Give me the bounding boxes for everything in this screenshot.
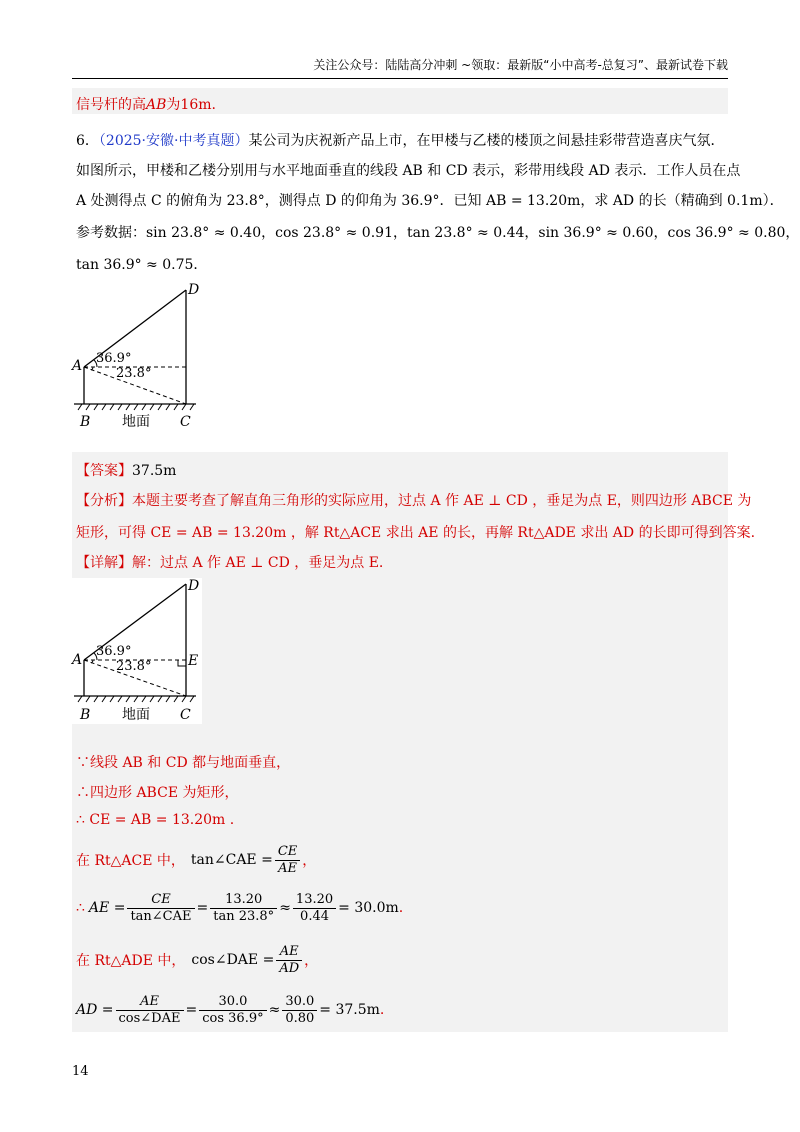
label-C: C [180, 414, 191, 430]
step-3: ∴ CE = AB = 13.20m . [76, 812, 235, 828]
fraction: $\frac{13.20}{0.44}$ [293, 892, 336, 925]
label-A: A [72, 358, 83, 374]
answer-label: 【答案】 [76, 463, 132, 479]
label-B: B [80, 414, 91, 430]
step-5: ∴ AE = $\frac{CE}{\text{tan∠CAE}}$ = $\frac{13.20}{\tan 23.8^\circ}$ ≈ $\frac{13.20}{0.44}$ = 30.0m . [76, 891, 404, 924]
analysis-line-1: 【分析】本题主要考查了解直角三角形的实际应用，过点 A 作 AE ⊥ CD ，垂足为点 E，则四边形 ABCE 为 [76, 493, 752, 509]
fraction: $\frac{CE}{\text{tan∠CAE}}$ [127, 892, 194, 925]
fraction: $\frac{13.20}{\tan 23.8^\circ}$ [210, 892, 277, 925]
solution-figure [70, 576, 210, 726]
page-header: 关注公众号：陆陆高分冲刺 ~领取：最新版“小中高考-总复习”、最新试卷下载 [313, 58, 728, 72]
step-7: AD = $\frac{AE}{\text{cos∠DAE}}$ = $\frac{30.0}{\cos 36.9^\circ}$ ≈ $\frac{30.0}{0.80}$ = 37.5m . [76, 993, 385, 1026]
problem-line-3: A 处测得点 C 的俯角为 23.8°，测得点 D 的仰角为 36.9°．已知 AB = 13.20m，求 AD 的长（精确到 0.1m）． [76, 193, 784, 209]
problem-figure [70, 280, 210, 432]
fraction: $\frac{AE}{\text{cos∠DAE}}$ [116, 994, 184, 1027]
step-1: ∵线段 AB 和 CD 都与地面垂直， [76, 755, 291, 771]
answer-value: 37.5m [132, 463, 177, 479]
label-ground: 地面 [122, 414, 150, 430]
label-E: E [188, 653, 199, 669]
page-number: 14 [72, 1064, 89, 1079]
fraction: $\frac{AE}{AD}$ [276, 944, 302, 977]
analysis-line-2: 矩形，可得 CE = AB = 13.20m ，解 Rt△ACE 求出 AE 的长，再解 Rt△ADE 求出 AD 的长即可得到答案. [76, 525, 756, 541]
prev-answer-line: 信号杆的高AB为16m. [76, 97, 216, 113]
step-6: 在 Rt△ADE 中， cos∠DAE = $\frac{AE}{AD}$ ， [76, 943, 319, 976]
answer-line [76, 460, 176, 480]
label-D: D [188, 578, 200, 594]
fraction: $\frac{30.0}{0.80}$ [282, 994, 317, 1027]
angle-elevation: 36.9° [96, 351, 132, 366]
angle-elevation: 36.9° [96, 644, 132, 659]
problem-line-2: 如图所示，甲楼和乙楼分别用与水平地面垂直的线段 AB 和 CD 表示，彩带用线段 AD 表示．工作人员在点 [76, 163, 741, 179]
problem-source: （2025·安徽·中考真题） [98, 133, 249, 149]
label-B: B [80, 707, 91, 723]
label-C: C [180, 707, 191, 723]
header-divider [72, 78, 728, 79]
label-D: D [188, 282, 200, 298]
label-ground: 地面 [122, 707, 150, 723]
problem-line-1: 6．（2025·安徽·中考真题）某公司为庆祝新产品上市，在甲楼与乙楼的楼顶之间悬挂彩带营造喜庆气氛． [76, 133, 725, 149]
step-4: 在 Rt△ACE 中， tan∠CAE = $\frac{CE}{AE}$ ， [76, 843, 317, 876]
angle-depression: 23.8° [116, 366, 152, 381]
problem-line-5: tan 36.9° ≈ 0.75． [76, 257, 208, 273]
problem-line-4: 参考数据：sin 23.8° ≈ 0.40，cos 23.8° ≈ 0.91，tan 23.8° ≈ 0.44，sin 36.9° ≈ 0.60，cos 36.9° ≈ 0.80， [76, 225, 800, 241]
fraction: $\frac{30.0}{\cos 36.9^\circ}$ [199, 994, 266, 1027]
label-A: A [72, 652, 83, 668]
step-2: ∴四边形 ABCE 为矩形， [76, 785, 239, 801]
fraction: $\frac{CE}{AE}$ [275, 844, 300, 877]
detail-line: 【详解】解：过点 A 作 AE ⊥ CD ，垂足为点 E. [76, 555, 384, 571]
angle-depression: 23.8° [116, 659, 152, 674]
